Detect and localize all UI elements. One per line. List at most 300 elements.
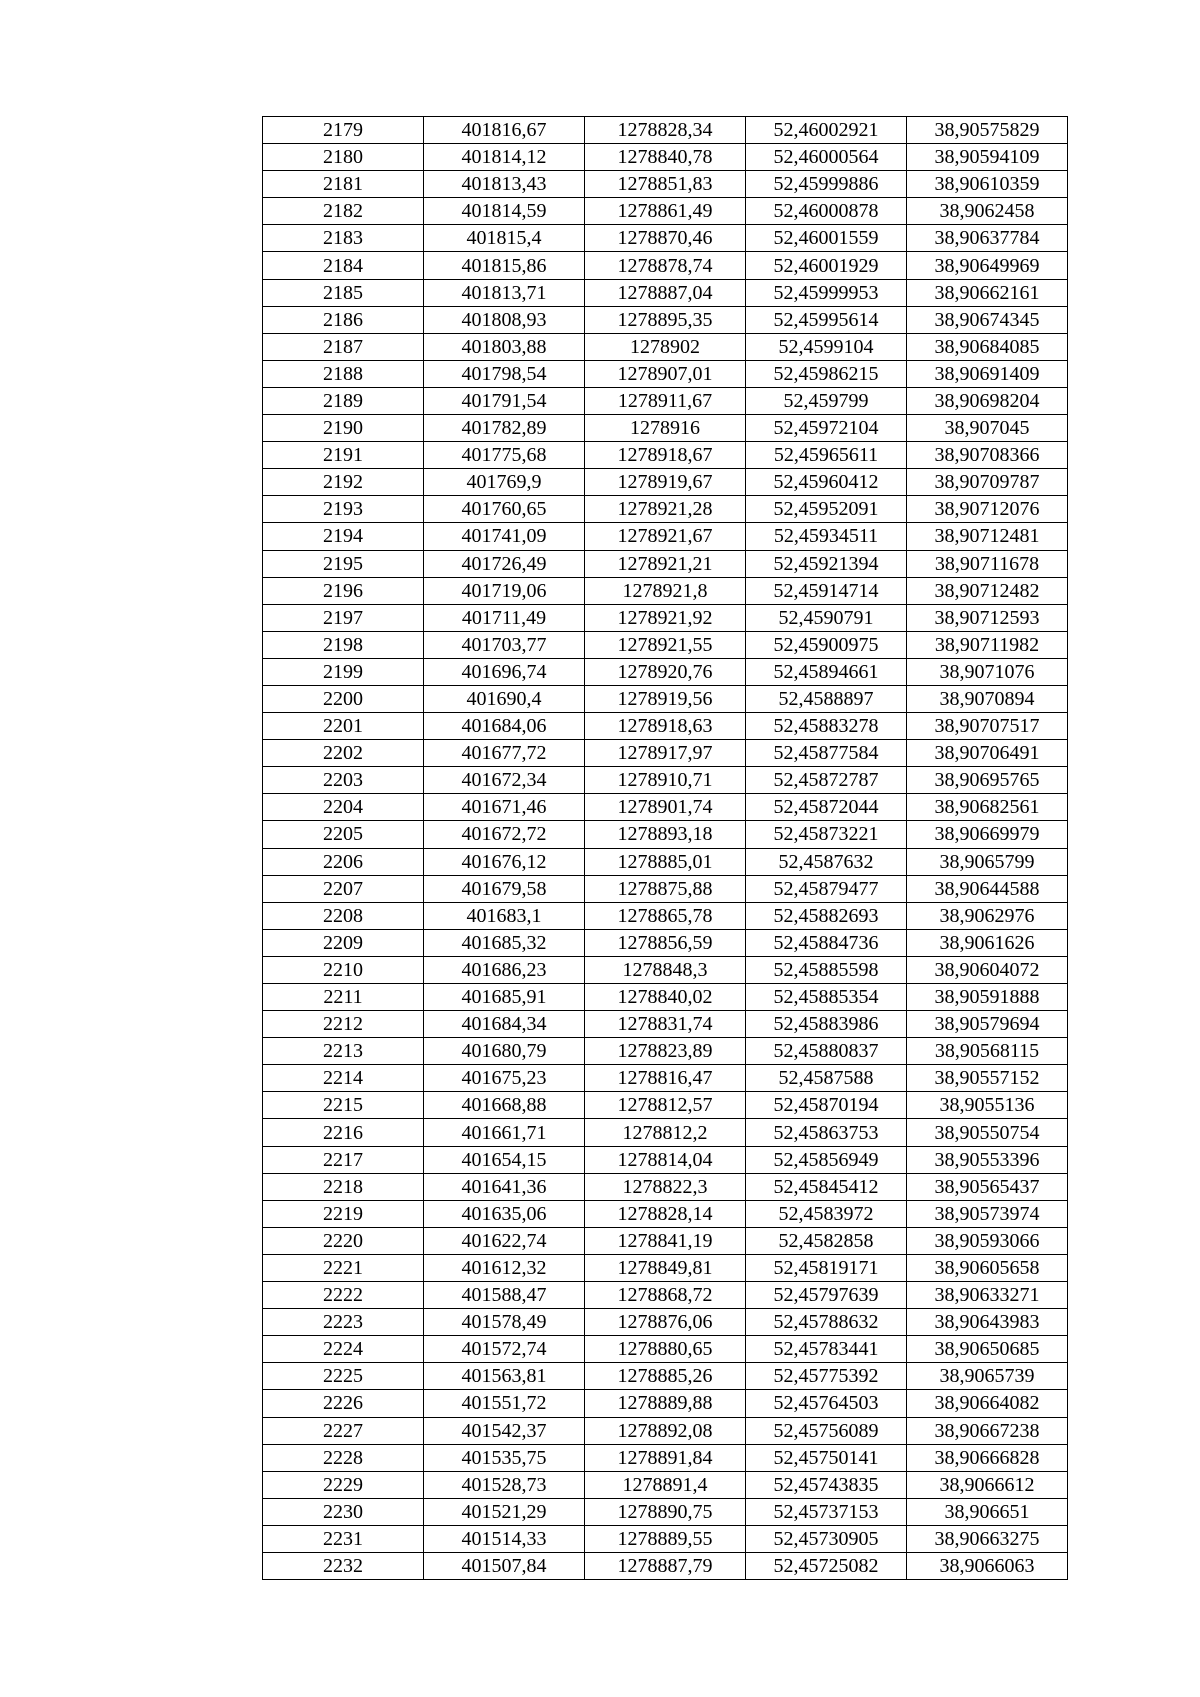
- point-number-cell: 2200: [263, 685, 424, 712]
- latitude-cell: 52,45725082: [746, 1552, 907, 1579]
- table-row: [263, 1119, 1068, 1146]
- latitude-cell: 52,45965611: [746, 442, 907, 469]
- table-row: [263, 956, 1068, 983]
- table-row: [263, 1390, 1068, 1417]
- x-coordinate-cell: 401635,06: [424, 1200, 585, 1227]
- table-row: [263, 442, 1068, 469]
- y-coordinate-cell: 1278828,14: [585, 1200, 746, 1227]
- latitude-cell: 52,45750141: [746, 1444, 907, 1471]
- point-number-cell: 2224: [263, 1336, 424, 1363]
- table-row: [263, 117, 1068, 144]
- x-coordinate-cell: 401521,29: [424, 1498, 585, 1525]
- x-coordinate-cell: 401719,06: [424, 577, 585, 604]
- table-row: [263, 794, 1068, 821]
- x-coordinate-cell: 401507,84: [424, 1552, 585, 1579]
- table-row: [263, 1498, 1068, 1525]
- longitude-cell: 38,90565437: [907, 1173, 1068, 1200]
- longitude-cell: 38,9055136: [907, 1092, 1068, 1119]
- table-row: [263, 387, 1068, 414]
- latitude-cell: 52,45764503: [746, 1390, 907, 1417]
- point-number-cell: 2228: [263, 1444, 424, 1471]
- longitude-cell: 38,90666828: [907, 1444, 1068, 1471]
- y-coordinate-cell: 1278918,67: [585, 442, 746, 469]
- x-coordinate-cell: 401775,68: [424, 442, 585, 469]
- table-row: [263, 658, 1068, 685]
- longitude-cell: 38,90594109: [907, 144, 1068, 171]
- x-coordinate-cell: 401578,49: [424, 1309, 585, 1336]
- latitude-cell: 52,46000878: [746, 198, 907, 225]
- table-row: [263, 821, 1068, 848]
- point-number-cell: 2232: [263, 1552, 424, 1579]
- longitude-cell: 38,90711678: [907, 550, 1068, 577]
- point-number-cell: 2185: [263, 279, 424, 306]
- y-coordinate-cell: 1278865,78: [585, 902, 746, 929]
- table-row: [263, 1417, 1068, 1444]
- table-row: [263, 1227, 1068, 1254]
- x-coordinate-cell: 401680,79: [424, 1038, 585, 1065]
- x-coordinate-cell: 401686,23: [424, 956, 585, 983]
- longitude-cell: 38,906651: [907, 1498, 1068, 1525]
- x-coordinate-cell: 401703,77: [424, 631, 585, 658]
- y-coordinate-cell: 1278878,74: [585, 252, 746, 279]
- table-row: [263, 767, 1068, 794]
- point-number-cell: 2199: [263, 658, 424, 685]
- longitude-cell: 38,9061626: [907, 929, 1068, 956]
- point-number-cell: 2191: [263, 442, 424, 469]
- point-number-cell: 2208: [263, 902, 424, 929]
- x-coordinate-cell: 401684,06: [424, 713, 585, 740]
- x-coordinate-cell: 401672,34: [424, 767, 585, 794]
- x-coordinate-cell: 401782,89: [424, 415, 585, 442]
- point-number-cell: 2195: [263, 550, 424, 577]
- y-coordinate-cell: 1278814,04: [585, 1146, 746, 1173]
- longitude-cell: 38,90550754: [907, 1119, 1068, 1146]
- x-coordinate-cell: 401813,71: [424, 279, 585, 306]
- longitude-cell: 38,90712482: [907, 577, 1068, 604]
- x-coordinate-cell: 401679,58: [424, 875, 585, 902]
- latitude-cell: 52,45819171: [746, 1254, 907, 1281]
- latitude-cell: 52,45900975: [746, 631, 907, 658]
- latitude-cell: 52,45995614: [746, 306, 907, 333]
- table-row: [263, 550, 1068, 577]
- latitude-cell: 52,45884736: [746, 929, 907, 956]
- y-coordinate-cell: 1278892,08: [585, 1417, 746, 1444]
- longitude-cell: 38,9071076: [907, 658, 1068, 685]
- x-coordinate-cell: 401791,54: [424, 387, 585, 414]
- x-coordinate-cell: 401690,4: [424, 685, 585, 712]
- table-row: [263, 469, 1068, 496]
- latitude-cell: 52,45845412: [746, 1173, 907, 1200]
- table-row: [263, 1254, 1068, 1281]
- point-number-cell: 2226: [263, 1390, 424, 1417]
- y-coordinate-cell: 1278902: [585, 333, 746, 360]
- latitude-cell: 52,4587632: [746, 848, 907, 875]
- x-coordinate-cell: 401542,37: [424, 1417, 585, 1444]
- latitude-cell: 52,45863753: [746, 1119, 907, 1146]
- point-number-cell: 2230: [263, 1498, 424, 1525]
- y-coordinate-cell: 1278849,81: [585, 1254, 746, 1281]
- x-coordinate-cell: 401814,12: [424, 144, 585, 171]
- longitude-cell: 38,90644588: [907, 875, 1068, 902]
- latitude-cell: 52,46001929: [746, 252, 907, 279]
- table-row: [263, 984, 1068, 1011]
- longitude-cell: 38,90557152: [907, 1065, 1068, 1092]
- point-number-cell: 2207: [263, 875, 424, 902]
- longitude-cell: 38,90605658: [907, 1254, 1068, 1281]
- table-row: [263, 740, 1068, 767]
- latitude-cell: 52,46000564: [746, 144, 907, 171]
- table-row: [263, 1525, 1068, 1552]
- table-row: [263, 279, 1068, 306]
- longitude-cell: 38,90712593: [907, 604, 1068, 631]
- y-coordinate-cell: 1278921,8: [585, 577, 746, 604]
- point-number-cell: 2212: [263, 1011, 424, 1038]
- point-number-cell: 2186: [263, 306, 424, 333]
- table-row: [263, 604, 1068, 631]
- longitude-cell: 38,9070894: [907, 685, 1068, 712]
- x-coordinate-cell: 401641,36: [424, 1173, 585, 1200]
- y-coordinate-cell: 1278921,67: [585, 523, 746, 550]
- longitude-cell: 38,90667238: [907, 1417, 1068, 1444]
- x-coordinate-cell: 401622,74: [424, 1227, 585, 1254]
- coordinates-table: [262, 116, 1068, 1580]
- table-row: [263, 1309, 1068, 1336]
- table-row: [263, 1200, 1068, 1227]
- latitude-cell: 52,46001559: [746, 225, 907, 252]
- latitude-cell: 52,4588897: [746, 685, 907, 712]
- point-number-cell: 2181: [263, 171, 424, 198]
- latitude-cell: 52,45737153: [746, 1498, 907, 1525]
- latitude-cell: 52,46002921: [746, 117, 907, 144]
- point-number-cell: 2213: [263, 1038, 424, 1065]
- x-coordinate-cell: 401514,33: [424, 1525, 585, 1552]
- longitude-cell: 38,9062458: [907, 198, 1068, 225]
- point-number-cell: 2187: [263, 333, 424, 360]
- x-coordinate-cell: 401676,12: [424, 848, 585, 875]
- latitude-cell: 52,45797639: [746, 1282, 907, 1309]
- longitude-cell: 38,90610359: [907, 171, 1068, 198]
- point-number-cell: 2206: [263, 848, 424, 875]
- longitude-cell: 38,9065799: [907, 848, 1068, 875]
- point-number-cell: 2188: [263, 360, 424, 387]
- longitude-cell: 38,90691409: [907, 360, 1068, 387]
- y-coordinate-cell: 1278910,71: [585, 767, 746, 794]
- x-coordinate-cell: 401572,74: [424, 1336, 585, 1363]
- point-number-cell: 2198: [263, 631, 424, 658]
- longitude-cell: 38,90553396: [907, 1146, 1068, 1173]
- y-coordinate-cell: 1278921,28: [585, 496, 746, 523]
- latitude-cell: 52,4583972: [746, 1200, 907, 1227]
- y-coordinate-cell: 1278917,97: [585, 740, 746, 767]
- y-coordinate-cell: 1278921,55: [585, 631, 746, 658]
- table-row: [263, 1336, 1068, 1363]
- x-coordinate-cell: 401683,1: [424, 902, 585, 929]
- x-coordinate-cell: 401675,23: [424, 1065, 585, 1092]
- latitude-cell: 52,459799: [746, 387, 907, 414]
- longitude-cell: 38,90591888: [907, 984, 1068, 1011]
- x-coordinate-cell: 401563,81: [424, 1363, 585, 1390]
- y-coordinate-cell: 1278861,49: [585, 198, 746, 225]
- latitude-cell: 52,45756089: [746, 1417, 907, 1444]
- table-row: [263, 713, 1068, 740]
- latitude-cell: 52,45960412: [746, 469, 907, 496]
- table-row: [263, 333, 1068, 360]
- point-number-cell: 2231: [263, 1525, 424, 1552]
- x-coordinate-cell: 401814,59: [424, 198, 585, 225]
- y-coordinate-cell: 1278848,3: [585, 956, 746, 983]
- x-coordinate-cell: 401769,9: [424, 469, 585, 496]
- y-coordinate-cell: 1278875,88: [585, 875, 746, 902]
- latitude-cell: 52,45877584: [746, 740, 907, 767]
- longitude-cell: 38,90709787: [907, 469, 1068, 496]
- x-coordinate-cell: 401677,72: [424, 740, 585, 767]
- x-coordinate-cell: 401696,74: [424, 658, 585, 685]
- latitude-cell: 52,45972104: [746, 415, 907, 442]
- x-coordinate-cell: 401661,71: [424, 1119, 585, 1146]
- longitude-cell: 38,90695765: [907, 767, 1068, 794]
- table-row: [263, 1552, 1068, 1579]
- longitude-cell: 38,90712076: [907, 496, 1068, 523]
- point-number-cell: 2182: [263, 198, 424, 225]
- table-row: [263, 1092, 1068, 1119]
- y-coordinate-cell: 1278868,72: [585, 1282, 746, 1309]
- table-row: [263, 360, 1068, 387]
- y-coordinate-cell: 1278893,18: [585, 821, 746, 848]
- table-row: [263, 252, 1068, 279]
- y-coordinate-cell: 1278916: [585, 415, 746, 442]
- x-coordinate-cell: 401816,67: [424, 117, 585, 144]
- table-row: [263, 1146, 1068, 1173]
- x-coordinate-cell: 401760,65: [424, 496, 585, 523]
- point-number-cell: 2184: [263, 252, 424, 279]
- point-number-cell: 2192: [263, 469, 424, 496]
- longitude-cell: 38,90682561: [907, 794, 1068, 821]
- x-coordinate-cell: 401551,72: [424, 1390, 585, 1417]
- y-coordinate-cell: 1278901,74: [585, 794, 746, 821]
- longitude-cell: 38,90706491: [907, 740, 1068, 767]
- x-coordinate-cell: 401813,43: [424, 171, 585, 198]
- x-coordinate-cell: 401803,88: [424, 333, 585, 360]
- y-coordinate-cell: 1278822,3: [585, 1173, 746, 1200]
- y-coordinate-cell: 1278895,35: [585, 306, 746, 333]
- longitude-cell: 38,90707517: [907, 713, 1068, 740]
- x-coordinate-cell: 401685,91: [424, 984, 585, 1011]
- x-coordinate-cell: 401671,46: [424, 794, 585, 821]
- point-number-cell: 2201: [263, 713, 424, 740]
- longitude-cell: 38,90637784: [907, 225, 1068, 252]
- latitude-cell: 52,45883986: [746, 1011, 907, 1038]
- latitude-cell: 52,45883278: [746, 713, 907, 740]
- point-number-cell: 2190: [263, 415, 424, 442]
- latitude-cell: 52,45730905: [746, 1525, 907, 1552]
- table-row: [263, 496, 1068, 523]
- point-number-cell: 2203: [263, 767, 424, 794]
- x-coordinate-cell: 401815,4: [424, 225, 585, 252]
- point-number-cell: 2216: [263, 1119, 424, 1146]
- point-number-cell: 2193: [263, 496, 424, 523]
- y-coordinate-cell: 1278885,01: [585, 848, 746, 875]
- longitude-cell: 38,90684085: [907, 333, 1068, 360]
- point-number-cell: 2196: [263, 577, 424, 604]
- y-coordinate-cell: 1278891,4: [585, 1471, 746, 1498]
- table-row: [263, 306, 1068, 333]
- x-coordinate-cell: 401612,32: [424, 1254, 585, 1281]
- y-coordinate-cell: 1278841,19: [585, 1227, 746, 1254]
- longitude-cell: 38,90650685: [907, 1336, 1068, 1363]
- y-coordinate-cell: 1278823,89: [585, 1038, 746, 1065]
- point-number-cell: 2229: [263, 1471, 424, 1498]
- x-coordinate-cell: 401685,32: [424, 929, 585, 956]
- x-coordinate-cell: 401535,75: [424, 1444, 585, 1471]
- table-row: [263, 1471, 1068, 1498]
- longitude-cell: 38,90712481: [907, 523, 1068, 550]
- latitude-cell: 52,45952091: [746, 496, 907, 523]
- y-coordinate-cell: 1278907,01: [585, 360, 746, 387]
- table-row: [263, 171, 1068, 198]
- latitude-cell: 52,45986215: [746, 360, 907, 387]
- table-row: [263, 523, 1068, 550]
- latitude-cell: 52,45788632: [746, 1309, 907, 1336]
- longitude-cell: 38,90643983: [907, 1309, 1068, 1336]
- y-coordinate-cell: 1278919,56: [585, 685, 746, 712]
- y-coordinate-cell: 1278889,55: [585, 1525, 746, 1552]
- y-coordinate-cell: 1278921,92: [585, 604, 746, 631]
- table-row: [263, 1363, 1068, 1390]
- table-row: [263, 631, 1068, 658]
- point-number-cell: 2205: [263, 821, 424, 848]
- y-coordinate-cell: 1278876,06: [585, 1309, 746, 1336]
- table-row: [263, 902, 1068, 929]
- point-number-cell: 2222: [263, 1282, 424, 1309]
- y-coordinate-cell: 1278911,67: [585, 387, 746, 414]
- y-coordinate-cell: 1278919,67: [585, 469, 746, 496]
- x-coordinate-cell: 401528,73: [424, 1471, 585, 1498]
- latitude-cell: 52,45880837: [746, 1038, 907, 1065]
- latitude-cell: 52,45872787: [746, 767, 907, 794]
- longitude-cell: 38,90568115: [907, 1038, 1068, 1065]
- y-coordinate-cell: 1278920,76: [585, 658, 746, 685]
- longitude-cell: 38,90573974: [907, 1200, 1068, 1227]
- y-coordinate-cell: 1278870,46: [585, 225, 746, 252]
- longitude-cell: 38,90649969: [907, 252, 1068, 279]
- y-coordinate-cell: 1278889,88: [585, 1390, 746, 1417]
- table-row: [263, 875, 1068, 902]
- longitude-cell: 38,90579694: [907, 1011, 1068, 1038]
- point-number-cell: 2219: [263, 1200, 424, 1227]
- y-coordinate-cell: 1278885,26: [585, 1363, 746, 1390]
- longitude-cell: 38,90711982: [907, 631, 1068, 658]
- latitude-cell: 52,45872044: [746, 794, 907, 821]
- latitude-cell: 52,45999886: [746, 171, 907, 198]
- latitude-cell: 52,45775392: [746, 1363, 907, 1390]
- point-number-cell: 2197: [263, 604, 424, 631]
- point-number-cell: 2223: [263, 1309, 424, 1336]
- longitude-cell: 38,90633271: [907, 1282, 1068, 1309]
- latitude-cell: 52,45882693: [746, 902, 907, 929]
- longitude-cell: 38,90663275: [907, 1525, 1068, 1552]
- point-number-cell: 2211: [263, 984, 424, 1011]
- coordinates-table-body: [263, 117, 1068, 1580]
- latitude-cell: 52,4582858: [746, 1227, 907, 1254]
- y-coordinate-cell: 1278831,74: [585, 1011, 746, 1038]
- point-number-cell: 2220: [263, 1227, 424, 1254]
- point-number-cell: 2179: [263, 117, 424, 144]
- y-coordinate-cell: 1278840,78: [585, 144, 746, 171]
- y-coordinate-cell: 1278880,65: [585, 1336, 746, 1363]
- longitude-cell: 38,9066063: [907, 1552, 1068, 1579]
- x-coordinate-cell: 401798,54: [424, 360, 585, 387]
- y-coordinate-cell: 1278812,2: [585, 1119, 746, 1146]
- table-row: [263, 198, 1068, 225]
- y-coordinate-cell: 1278887,79: [585, 1552, 746, 1579]
- point-number-cell: 2210: [263, 956, 424, 983]
- latitude-cell: 52,45879477: [746, 875, 907, 902]
- y-coordinate-cell: 1278828,34: [585, 117, 746, 144]
- longitude-cell: 38,90604072: [907, 956, 1068, 983]
- point-number-cell: 2189: [263, 387, 424, 414]
- y-coordinate-cell: 1278891,84: [585, 1444, 746, 1471]
- x-coordinate-cell: 401741,09: [424, 523, 585, 550]
- longitude-cell: 38,90669979: [907, 821, 1068, 848]
- table-row: [263, 1011, 1068, 1038]
- longitude-cell: 38,90664082: [907, 1390, 1068, 1417]
- latitude-cell: 52,45870194: [746, 1092, 907, 1119]
- longitude-cell: 38,90593066: [907, 1227, 1068, 1254]
- latitude-cell: 52,45914714: [746, 577, 907, 604]
- x-coordinate-cell: 401588,47: [424, 1282, 585, 1309]
- latitude-cell: 52,45873221: [746, 821, 907, 848]
- y-coordinate-cell: 1278918,63: [585, 713, 746, 740]
- y-coordinate-cell: 1278812,57: [585, 1092, 746, 1119]
- x-coordinate-cell: 401711,49: [424, 604, 585, 631]
- latitude-cell: 52,4590791: [746, 604, 907, 631]
- table-row: [263, 1173, 1068, 1200]
- point-number-cell: 2218: [263, 1173, 424, 1200]
- table-row: [263, 685, 1068, 712]
- y-coordinate-cell: 1278921,21: [585, 550, 746, 577]
- latitude-cell: 52,45894661: [746, 658, 907, 685]
- y-coordinate-cell: 1278856,59: [585, 929, 746, 956]
- y-coordinate-cell: 1278887,04: [585, 279, 746, 306]
- point-number-cell: 2227: [263, 1417, 424, 1444]
- table-row: [263, 144, 1068, 171]
- y-coordinate-cell: 1278851,83: [585, 171, 746, 198]
- y-coordinate-cell: 1278890,75: [585, 1498, 746, 1525]
- x-coordinate-cell: 401668,88: [424, 1092, 585, 1119]
- latitude-cell: 52,45885598: [746, 956, 907, 983]
- latitude-cell: 52,4599104: [746, 333, 907, 360]
- x-coordinate-cell: 401672,72: [424, 821, 585, 848]
- table-row: [263, 1065, 1068, 1092]
- x-coordinate-cell: 401654,15: [424, 1146, 585, 1173]
- point-number-cell: 2214: [263, 1065, 424, 1092]
- longitude-cell: 38,907045: [907, 415, 1068, 442]
- table-row: [263, 929, 1068, 956]
- table-row: [263, 848, 1068, 875]
- latitude-cell: 52,45885354: [746, 984, 907, 1011]
- latitude-cell: 52,4587588: [746, 1065, 907, 1092]
- table-row: [263, 1038, 1068, 1065]
- point-number-cell: 2194: [263, 523, 424, 550]
- latitude-cell: 52,45856949: [746, 1146, 907, 1173]
- point-number-cell: 2202: [263, 740, 424, 767]
- point-number-cell: 2225: [263, 1363, 424, 1390]
- table-row: [263, 1444, 1068, 1471]
- point-number-cell: 2221: [263, 1254, 424, 1281]
- table-row: [263, 225, 1068, 252]
- point-number-cell: 2217: [263, 1146, 424, 1173]
- point-number-cell: 2215: [263, 1092, 424, 1119]
